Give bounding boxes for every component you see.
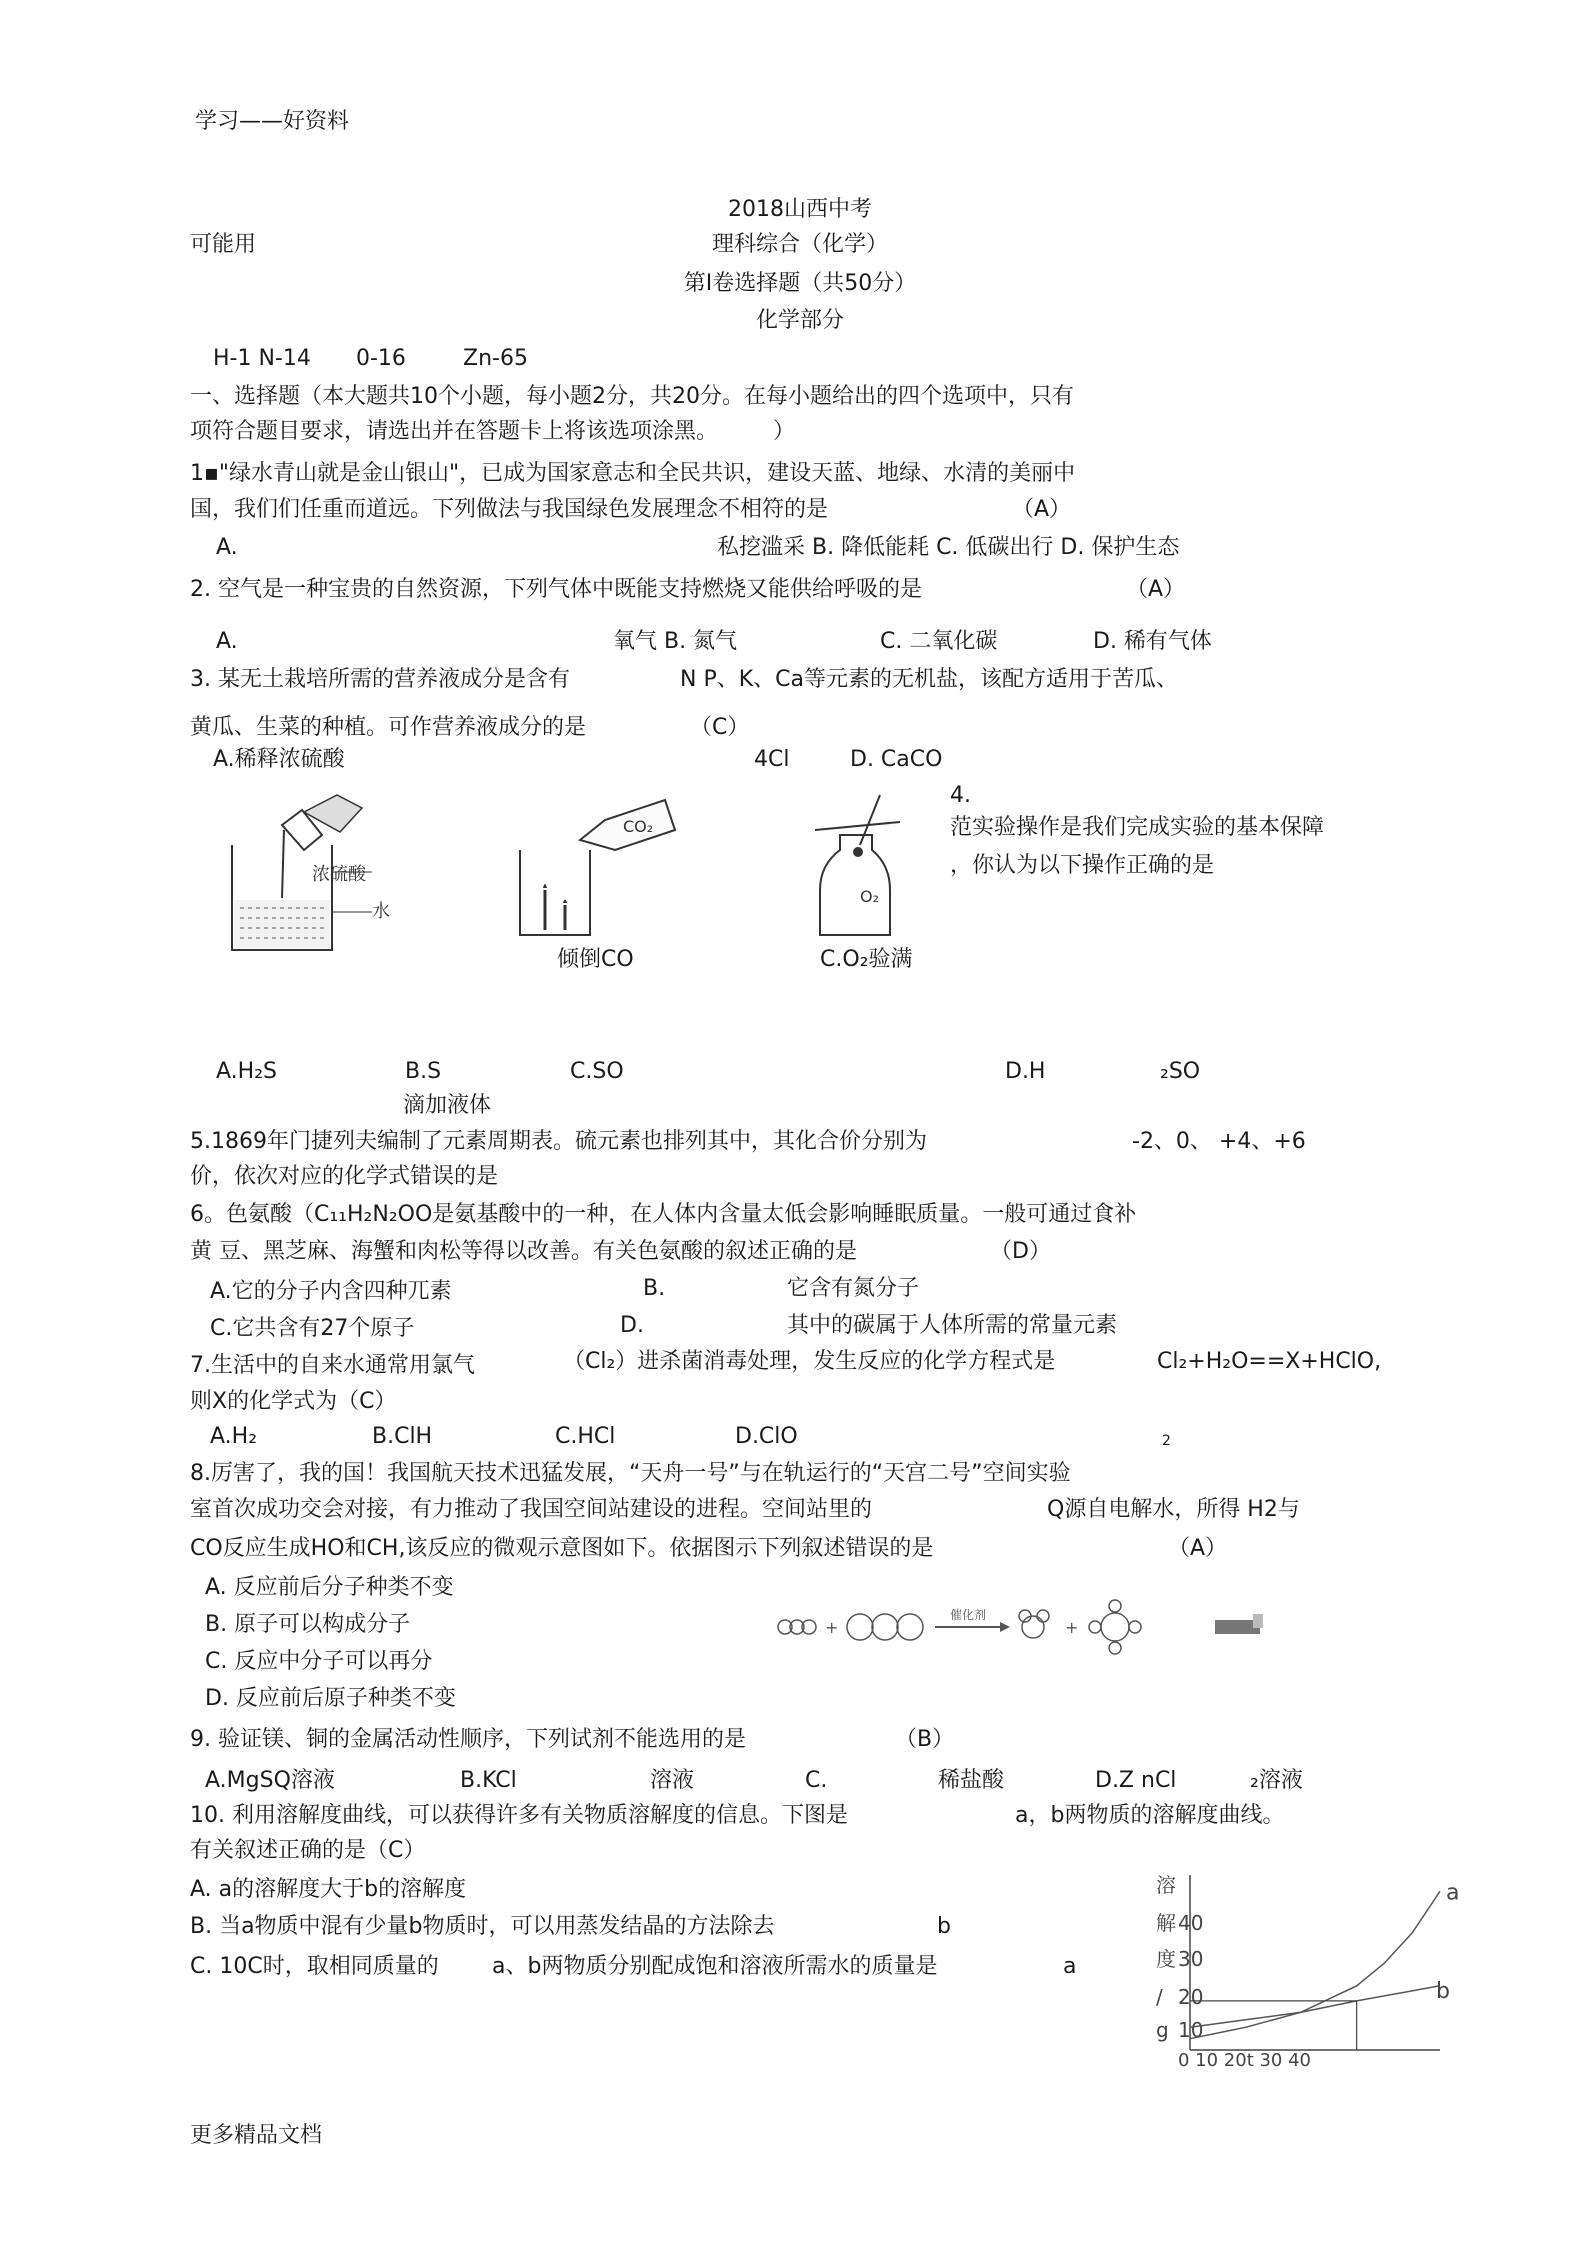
q10-stem: 10. 利用溶解度曲线，可以获得许多有关物质溶解度的信息。下图是 (190, 1803, 848, 1828)
q2-answer: （A） (1126, 577, 1186, 602)
y-tick-10: 10 (1178, 2018, 1204, 2042)
q4-option-d-2: ₂SO (1160, 1059, 1201, 1084)
q3-option-d: D. CaCO (850, 747, 943, 772)
q3-stem: 3. 某无土栽培所需的营养液成分是含有 (190, 667, 570, 692)
q7-equation: Cl₂+H₂O==X+HClO, (1157, 1349, 1382, 1374)
q6-stem: 6。色氨酸（C₁₁H₂N₂OO是氨基酸中的一种，在人体内含量太低会影响睡眠质量。一般可通过食补 (190, 1202, 1137, 1227)
q7-stem-b: （Cl₂）进杀菌消毒处理，发生反应的化学方程式是 (563, 1349, 1056, 1374)
q2-option-ab: 氧气 B. 氮气 (613, 629, 738, 654)
q8-option-a: A. 反应前后分子种类不变 (205, 1575, 454, 1600)
q4-stem: 范实验操作是我们完成实验的基本保障 (950, 815, 1325, 840)
fig-reaction-diagram (775, 1592, 1275, 1662)
q6-stem-2: 黄 豆、黑芝麻、海蟹和肉松等得以改善。有关色氨酸的叙述正确的是 (190, 1239, 857, 1264)
q5-stem-b: -2、0、 +4、+6 (1132, 1129, 1306, 1154)
fig-b-bottle-label: CO₂ (623, 817, 654, 836)
fig-a-water-label: 水 (372, 901, 390, 922)
q1-option-a-label: A. (216, 535, 238, 560)
q7-option-c: C.HCl (555, 1424, 616, 1449)
q3-stem-b: N P、K、Ca等元素的无机盐，该配方适用于苦瓜、 (680, 667, 1178, 692)
q9-answer: （B） (895, 1727, 955, 1752)
section1-intro-2: 项符合题目要求，请选出并在答题卡上将该选项涂黑。 ） (190, 419, 796, 444)
q10-option-b: B. 当a物质中混有少量b物质时，可以用蒸发结晶的方法除去 (190, 1914, 775, 1939)
q4-option-b-caption: 滴加液体 (403, 1093, 492, 1118)
q3-option-a: A.稀释浓硫酸 (213, 747, 345, 772)
q8-option-d: D. 反应前后原子种类不变 (205, 1686, 456, 1711)
q1-options: 私挖滥采 B. 降低能耗 C. 低碳出行 D. 保护生态 (717, 535, 1180, 560)
q4-stem-2: ，你认为以下操作正确的是 (950, 853, 1215, 878)
fig-c-o2-label: O₂ (860, 887, 880, 906)
y-tick-40: 40 (1178, 1911, 1204, 1935)
exam-year-title: 2018山西中考 (728, 197, 872, 222)
q4-number: 4. (950, 783, 971, 808)
fig-pour-co2 (505, 790, 675, 940)
q6-option-d: 其中的碳属于人体所需的常量元素 (787, 1313, 1118, 1338)
y-label-char-3: 度 (1156, 1947, 1176, 1971)
q4-option-b: B.S (405, 1059, 442, 1084)
q8-stem-3: CO反应生成HO和CH,该反应的微观示意图如下。依据图示下列叙述错误的是 (190, 1536, 934, 1561)
x-tick-labels: 0 10 20t 30 40 (1178, 2050, 1312, 2071)
svg-text:+: + (825, 1618, 839, 1637)
q9-option-a: A.MgSQ溶液 (205, 1768, 335, 1793)
q10-option-c: C. 10C时，取相同质量的 (190, 1954, 439, 1979)
section1-intro: 一、选择题（本大题共10个小题，每小题2分，共20分。在每小题给出的四个选项中，只有 (190, 384, 1074, 409)
q10-option-c-2: a、b两物质分别配成饱和溶液所需水的质量是 (492, 1954, 938, 1979)
q2-stem: 2. 空气是一种宝贵的自然资源，下列气体中既能支持燃烧又能供给呼吸的是 (190, 577, 922, 602)
section-title: 第Ⅰ卷选择题（共50分） (683, 271, 917, 296)
q8-stem: 8.厉害了，我的国！我国航天技术迅猛发展，“天舟一号”与在轨运行的“天宫二号”空间实验 (190, 1461, 1071, 1486)
q9-option-b-2: 溶液 (650, 1768, 695, 1793)
q4-option-b-caption: 倾倒CO (557, 947, 634, 972)
q7-option-a: A.H₂ (210, 1424, 258, 1449)
q6-option-a: A.它的分子内含四种兀素 (210, 1279, 452, 1304)
q10-option-c-end: a (1063, 1954, 1077, 1979)
q8-stem-2b: Q源自电解水，所得 H2与 (1047, 1497, 1300, 1522)
series-b-line (1190, 1986, 1440, 2028)
q3-answer: （C） (690, 715, 750, 740)
q1-stem: 1▪"绿水青山就是金山银山"，已成为国家意志和全民共识，建设天蓝、地绿、水清的美丽中 (190, 461, 1076, 486)
y-label-char-2: 解 (1156, 1911, 1176, 1935)
available-label: 可能用 (190, 232, 257, 257)
q7-stem: 7.生活中的自来水通常用氯气 (190, 1353, 475, 1378)
y-tick-30: 30 (1178, 1947, 1204, 1971)
fig-dilute-acid (222, 790, 412, 970)
q6-option-b-label: B. (643, 1276, 666, 1301)
q9-option-c-2: 稀盐酸 (938, 1768, 1005, 1793)
fig-a-acid-label: 浓硫酸 (312, 864, 366, 885)
q1-answer: （A） (1012, 497, 1072, 522)
q8-option-c: C. 反应中分子可以再分 (205, 1649, 433, 1674)
q6-option-d-label: D. (620, 1313, 644, 1338)
q6-answer: （D） (990, 1239, 1051, 1264)
q8-option-b: B. 原子可以构成分子 (205, 1612, 411, 1637)
q8-answer: （A） (1168, 1536, 1228, 1561)
q4-option-a: A.H₂S (216, 1059, 277, 1084)
q6-option-b: 它含有氮分子 (787, 1276, 920, 1301)
q2-option-a-label: A. (216, 629, 238, 654)
part-title: 化学部分 (755, 308, 845, 333)
q9-option-b: B.KCl (460, 1768, 517, 1793)
series-a-label: a (1446, 1880, 1460, 1906)
y-label-char-5: g (1156, 2018, 1169, 2042)
y-tick-20: 20 (1178, 1985, 1204, 2009)
page-footer: 更多精品文档 (190, 2123, 323, 2148)
q5-stem: 5.1869年门捷列夫编制了元素周期表。硫元素也排列其中，其化合价分别为 (190, 1129, 927, 1154)
series-a-line (1190, 1891, 1440, 2038)
page-header: 学习——好资料 (195, 109, 350, 134)
q8-stem-2: 室首次成功交会对接，有力推动了我国空间站建设的进程。空间站里的 (190, 1497, 873, 1522)
q7-stem-2: 则X的化学式为（C） (190, 1389, 397, 1414)
svg-text:+: + (1065, 1618, 1079, 1637)
q9-option-d-2: ₂溶液 (1250, 1768, 1303, 1793)
q4-option-c: C.SO (570, 1059, 624, 1084)
q2-option-c: C. 二氧化碳 (880, 629, 998, 654)
q4-option-d: D.H (1005, 1059, 1046, 1084)
q10-option-a: A. a的溶解度大于b的溶解度 (190, 1877, 467, 1902)
series-b-label: b (1436, 1978, 1450, 2004)
atomic-mass-3: Zn-65 (463, 346, 528, 371)
q9-stem: 9. 验证镁、铜的金属活动性顺序，下列试剂不能选用的是 (190, 1727, 746, 1752)
q7-option-d: D.ClO (735, 1424, 798, 1449)
q1-stem-2: 国，我们们任重而道远。下列做法与我国绿色发展理念不相符的是 (190, 497, 829, 522)
q10-stem-2: 有关叙述正确的是（C） (190, 1838, 426, 1863)
q9-option-d: D.Z nCl (1095, 1768, 1177, 1793)
q2-option-d: D. 稀有气体 (1093, 629, 1212, 654)
exam-subject-title: 理科综合（化学） (711, 232, 889, 257)
fig-o2-test (800, 790, 920, 940)
q3-option-c-fragment: 4Cl (754, 747, 790, 772)
q3-stem-2: 黄瓜、生菜的种植。可作营养液成分的是 (190, 715, 587, 740)
q5-stem-2: 价，依次对应的化学式错误的是 (190, 1164, 499, 1189)
y-label-char-4: / (1156, 1985, 1163, 2009)
q7-option-d-subscript: 2 (1162, 1433, 1171, 1449)
y-label-char-1: 溶 (1156, 1873, 1176, 1897)
atomic-mass-1: H-1 N-14 (213, 346, 311, 371)
solubility-chart (1150, 1870, 1460, 2071)
q6-option-c: C.它共含有27个原子 (210, 1316, 415, 1341)
q10-option-b-end: b (937, 1914, 951, 1939)
q7-option-b: B.ClH (372, 1424, 433, 1449)
q10-stem-b: a，b两物质的溶解度曲线。 (1015, 1803, 1285, 1828)
catalyst-label: 催化剂 (950, 1608, 987, 1622)
q4-option-c-caption: C.O₂验满 (820, 947, 913, 972)
q9-option-c: C. (805, 1768, 828, 1793)
atomic-mass-2: 0-16 (356, 346, 406, 371)
